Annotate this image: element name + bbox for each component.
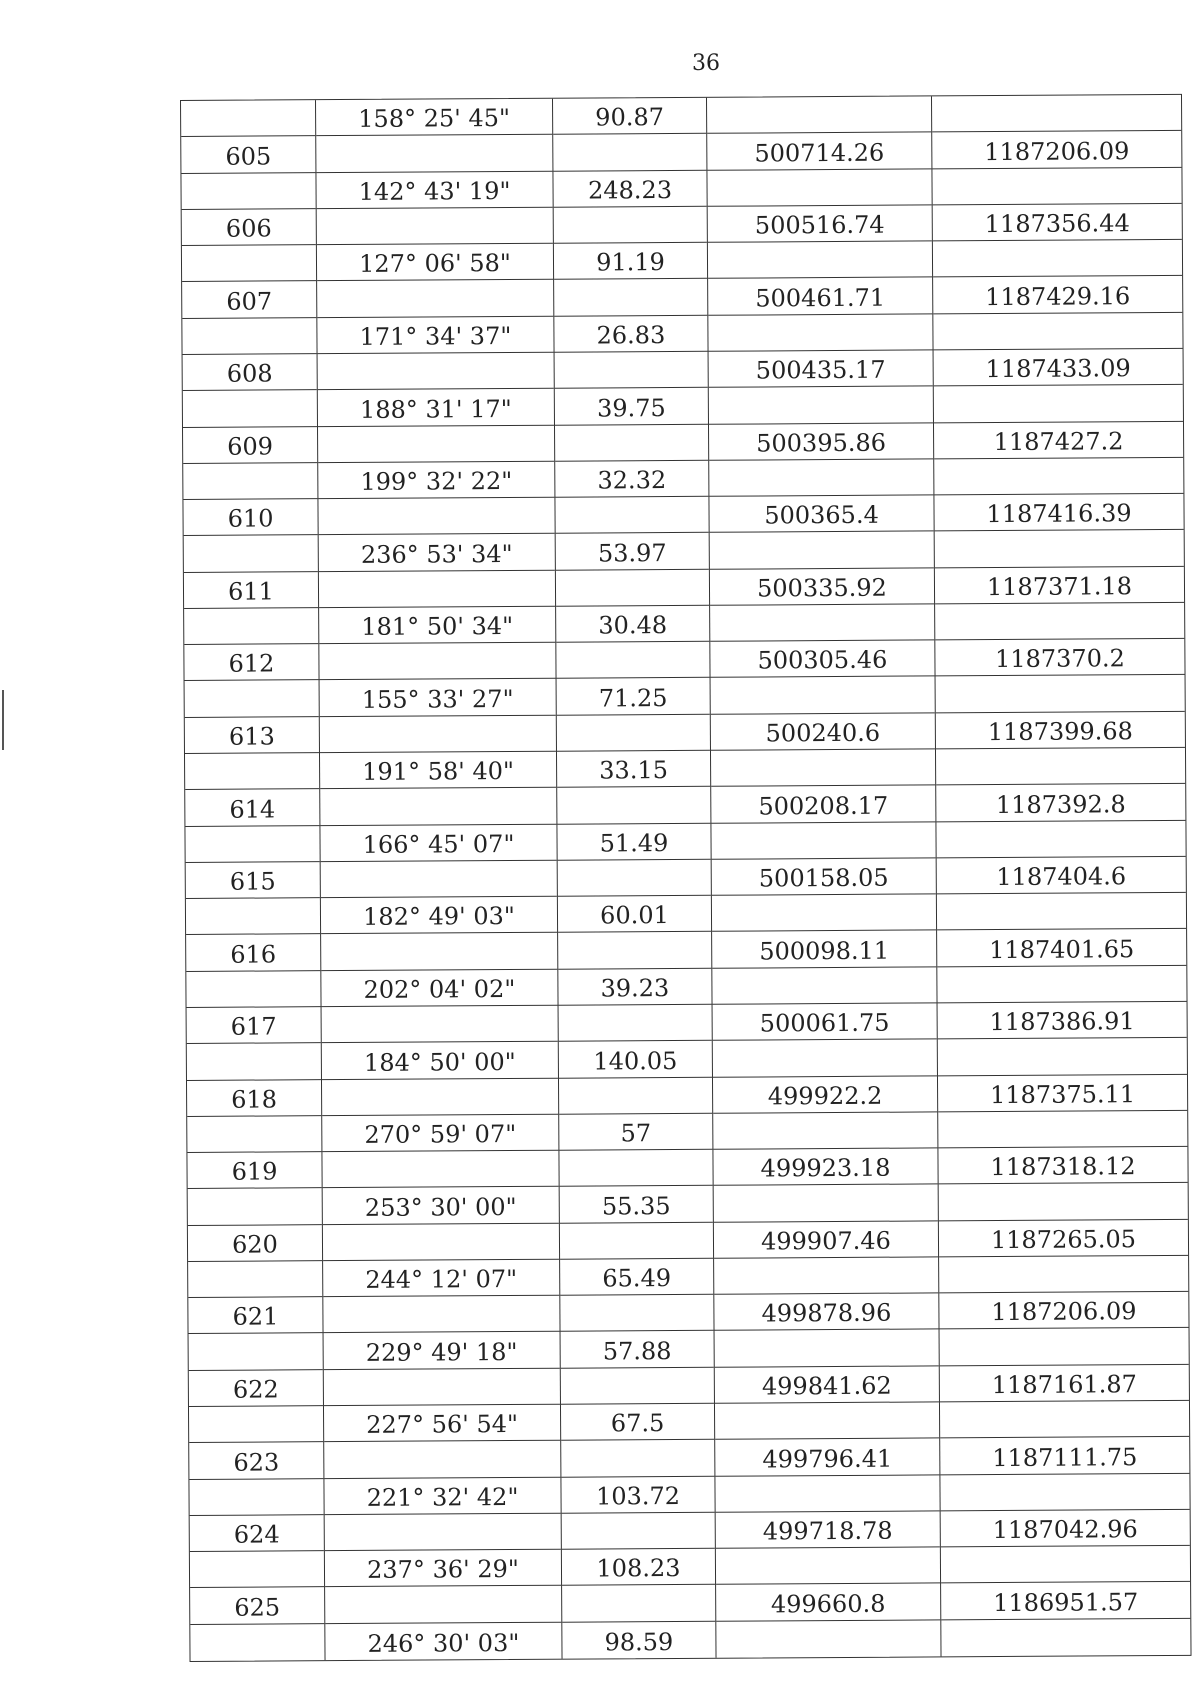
bearing-cell: 236° 53' 34": [319, 534, 555, 572]
distance-cell: [562, 1585, 715, 1622]
northing-cell: [937, 893, 1186, 931]
easting-cell: [715, 1330, 939, 1368]
northing-cell: 1187392.8: [936, 784, 1185, 822]
northing-cell: 1187111.75: [940, 1437, 1189, 1475]
easting-cell: [715, 1402, 939, 1440]
northing-cell: [935, 530, 1184, 568]
distance-cell: [561, 1368, 714, 1405]
point-id-cell: 619: [187, 1152, 321, 1189]
point-id-column: [181, 100, 326, 1661]
distance-cell: 67.5: [561, 1404, 714, 1441]
northing-cell: 1187429.16: [933, 276, 1182, 314]
easting-cell: 500240.6: [711, 713, 935, 751]
northing-cell: 1187206.09: [939, 1292, 1188, 1330]
northing-cell: [941, 1546, 1190, 1584]
easting-cell: 500208.17: [711, 786, 935, 824]
easting-cell: [710, 604, 934, 642]
easting-cell: [712, 967, 936, 1005]
easting-cell: [716, 1620, 940, 1658]
distance-cell: [555, 424, 708, 461]
point-id-cell: 613: [185, 717, 319, 754]
northing-cell: [936, 820, 1185, 858]
easting-cell: 500365.4: [709, 495, 933, 533]
easting-cell: 500098.11: [712, 931, 936, 969]
easting-cell: 500061.75: [713, 1003, 937, 1041]
northing-column: [932, 95, 1191, 1656]
point-id-cell: [182, 318, 316, 355]
easting-cell: 499923.18: [713, 1148, 937, 1186]
distance-cell: 140.05: [559, 1041, 712, 1078]
northing-cell: 1187427.2: [934, 421, 1183, 459]
easting-cell: 500461.71: [708, 278, 932, 316]
easting-cell: 499660.8: [716, 1584, 940, 1622]
bearing-cell: 181° 50' 34": [319, 607, 555, 645]
northing-cell: 1187416.39: [934, 494, 1183, 532]
point-id-cell: 611: [184, 572, 318, 609]
easting-cell: 499878.96: [714, 1294, 938, 1332]
distance-cell: 39.75: [555, 388, 708, 425]
point-id-cell: [188, 1261, 322, 1298]
point-id-cell: [181, 100, 315, 137]
bearing-cell: 202° 04' 02": [321, 969, 557, 1007]
bearing-cell: 127° 06' 58": [317, 244, 553, 282]
bearing-cell: 188° 31' 17": [318, 389, 554, 427]
northing-cell: 1187371.18: [935, 567, 1184, 605]
northing-cell: [939, 1183, 1188, 1221]
point-id-cell: [186, 898, 320, 935]
northing-cell: [934, 458, 1183, 496]
point-id-cell: [189, 1334, 323, 1371]
distance-cell: [555, 352, 708, 389]
distance-cell: [554, 207, 707, 244]
distance-cell: [556, 642, 709, 679]
distance-cell: [560, 1222, 713, 1259]
distance-cell: [557, 787, 710, 824]
easting-cell: [711, 749, 935, 787]
northing-cell: [938, 1038, 1187, 1076]
point-id-cell: 610: [183, 499, 317, 536]
northing-cell: [937, 966, 1186, 1004]
distance-cell: [559, 1005, 712, 1042]
northing-cell: 1187206.09: [932, 131, 1181, 169]
northing-cell: 1187433.09: [934, 349, 1183, 387]
point-id-cell: 623: [189, 1442, 323, 1479]
northing-cell: [935, 603, 1184, 641]
bearing-cell: 246° 30' 03": [367, 1628, 520, 1658]
distance-cell: 65.49: [560, 1259, 713, 1296]
point-id-cell: [185, 681, 319, 718]
bearing-cell: 270° 59' 07": [322, 1115, 558, 1153]
point-id-cell: 605: [181, 136, 315, 173]
distance-cell: 103.72: [561, 1476, 714, 1513]
distance-cell: 57: [559, 1114, 712, 1151]
northing-cell: 1186951.57: [941, 1582, 1190, 1620]
bearing-cell: [321, 861, 557, 899]
point-id-cell: [189, 1479, 323, 1516]
point-id-cell: [182, 245, 316, 282]
point-id-cell: 621: [188, 1297, 322, 1334]
bearing-cell: [322, 1078, 558, 1116]
distance-cell: [554, 279, 707, 316]
easting-cell: 500435.17: [709, 350, 933, 388]
point-id-cell: [190, 1551, 324, 1588]
bearing-cell: 142° 43' 19": [316, 171, 552, 209]
bearing-cell: [318, 425, 554, 463]
northing-cell: [939, 1256, 1188, 1294]
bearing-cell: [323, 1223, 559, 1261]
bearing-cell: 191° 58' 40": [320, 752, 556, 790]
easting-cell: 500395.86: [709, 423, 933, 461]
easting-cell: 499907.46: [714, 1221, 938, 1259]
distance-cell: [561, 1440, 714, 1477]
distance-cell: 33.15: [557, 751, 710, 788]
bearing-cell: [321, 933, 557, 971]
northing-cell: 1187318.12: [938, 1147, 1187, 1185]
easting-cell: 500335.92: [710, 568, 934, 606]
easting-cell: [709, 387, 933, 425]
bearing-cell: 182° 49' 03": [321, 897, 557, 935]
bearing-column: [316, 99, 563, 1660]
easting-cell: [713, 1112, 937, 1150]
easting-cell: [711, 822, 935, 860]
northing-cell: 1187386.91: [938, 1002, 1187, 1040]
easting-cell: [710, 532, 934, 570]
point-id-cell: [186, 971, 320, 1008]
northing-cell: [932, 95, 1181, 133]
easting-cell: 499922.2: [713, 1076, 937, 1114]
bearing-cell: 171° 34' 37": [317, 316, 553, 354]
bearing-cell: [316, 135, 552, 173]
distance-cell: 60.01: [558, 896, 711, 933]
northing-cell: [932, 167, 1181, 205]
northing-cell: [934, 385, 1183, 423]
northing-cell: [940, 1328, 1189, 1366]
easting-cell: 500305.46: [710, 641, 934, 679]
distance-cell: 53.97: [556, 533, 709, 570]
point-id-cell: 609: [183, 427, 317, 464]
distance-cell: [555, 497, 708, 534]
point-id-cell: [183, 390, 317, 427]
point-id-cell: [184, 608, 318, 645]
bearing-cell: [325, 1514, 561, 1552]
easting-cell: [714, 1185, 938, 1223]
distance-cell: [558, 860, 711, 897]
distance-cell: 51.49: [557, 823, 710, 860]
easting-column: [707, 96, 942, 1657]
bearing-cell: [318, 353, 554, 391]
easting-cell: [713, 1040, 937, 1078]
distance-cell: 30.48: [556, 606, 709, 643]
bearing-cell: [317, 208, 553, 246]
easting-cell: [714, 1257, 938, 1295]
northing-cell: 1187042.96: [941, 1510, 1190, 1548]
northing-cell: 1187265.05: [939, 1220, 1188, 1258]
northing-cell: [936, 748, 1185, 786]
easting-cell: 500516.74: [708, 205, 932, 243]
bearing-cell: [317, 280, 553, 318]
northing-cell: 1187356.44: [933, 204, 1182, 242]
northing-cell: 1187370.2: [935, 639, 1184, 677]
point-id-cell: 618: [187, 1080, 321, 1117]
easting-cell: [715, 1475, 939, 1513]
bearing-cell: [325, 1586, 561, 1624]
distance-cell: [553, 134, 706, 171]
easting-cell: [711, 677, 935, 715]
northing-cell: 1187161.87: [940, 1365, 1189, 1403]
distance-cell: 91.19: [554, 243, 707, 280]
bearing-cell: [319, 643, 555, 681]
easting-cell: 499796.41: [715, 1439, 939, 1477]
northing-cell: 1187375.11: [938, 1074, 1187, 1112]
bearing-cell: [323, 1296, 559, 1334]
bearing-cell: 166° 45' 07": [320, 824, 556, 862]
point-id-cell: 620: [188, 1225, 322, 1262]
bearing-cell: 227° 56' 54": [324, 1405, 560, 1443]
easting-cell: 500714.26: [707, 133, 931, 171]
point-id-cell: 614: [185, 789, 319, 826]
easting-cell: 499841.62: [715, 1366, 939, 1404]
distance-cell: [562, 1513, 715, 1550]
northing-cell: [933, 240, 1182, 278]
point-id-cell: [185, 753, 319, 790]
bearing-cell: [322, 1006, 558, 1044]
distance-cell: [558, 932, 711, 969]
distance-cell: 26.83: [554, 315, 707, 352]
bearing-cell: [319, 570, 555, 608]
bearing-cell: [318, 498, 554, 536]
distance-cell: 32.32: [555, 461, 708, 498]
point-id-cell: 607: [182, 282, 316, 319]
bearing-cell: 221° 32' 42": [324, 1477, 560, 1515]
easting-cell: [707, 96, 931, 134]
northing-cell: [940, 1473, 1189, 1511]
distance-cell: 108.23: [562, 1549, 715, 1586]
scan-edge-mark: [2, 690, 4, 750]
northing-cell: 1187404.6: [937, 857, 1186, 895]
distance-cell: 39.23: [558, 968, 711, 1005]
point-id-cell: 606: [182, 209, 316, 246]
point-id-cell: 616: [186, 935, 320, 972]
distance-cell: [556, 569, 709, 606]
easting-cell: [716, 1548, 940, 1586]
bearing-cell: 199° 32' 22": [318, 462, 554, 500]
point-id-cell: [187, 1116, 321, 1153]
northing-cell: [936, 675, 1185, 713]
easting-cell: [709, 459, 933, 497]
distance-cell: [559, 1077, 712, 1114]
easting-cell: [708, 242, 932, 280]
point-id-cell: 608: [183, 354, 317, 391]
bearing-cell: 158° 25' 45": [316, 99, 552, 137]
northing-cell: 1187399.68: [936, 712, 1185, 750]
point-id-cell: 612: [184, 644, 318, 681]
point-id-cell: [185, 826, 319, 863]
point-id-cell: [183, 463, 317, 500]
distance-cell: 71.25: [557, 678, 710, 715]
northing-cell: [933, 313, 1182, 351]
easting-cell: 500158.05: [712, 858, 936, 896]
distance-cell: [559, 1150, 712, 1187]
distance-cell: [560, 1295, 713, 1332]
northing-cell: [938, 1111, 1187, 1149]
easting-cell: [707, 169, 931, 207]
northing-cell: [940, 1401, 1189, 1439]
point-id-cell: [188, 1189, 322, 1226]
bearing-cell: 155° 33' 27": [320, 679, 556, 717]
point-id-cell: [184, 536, 318, 573]
point-id-cell: 624: [190, 1515, 324, 1552]
bearing-cell: 253° 30' 00": [323, 1187, 559, 1225]
bearing-cell: [320, 715, 556, 753]
page-number: 36: [692, 51, 720, 76]
distance-cell: [557, 715, 710, 752]
distance-cell: 90.87: [553, 98, 706, 135]
distance-column: [553, 98, 717, 1659]
easting-cell: 499718.78: [716, 1511, 940, 1549]
distance-cell: 98.59: [604, 1628, 674, 1657]
distance-cell: 57.88: [561, 1331, 714, 1368]
bearing-cell: [320, 788, 556, 826]
point-id-cell: [187, 1043, 321, 1080]
northing-cell: [941, 1619, 1190, 1657]
distance-cell: 248.23: [553, 170, 706, 207]
easting-cell: [708, 314, 932, 352]
distance-cell: 55.35: [560, 1186, 713, 1223]
point-id-cell: [181, 173, 315, 210]
point-id-cell: 625: [190, 1588, 324, 1625]
bearing-cell: 184° 50' 00": [322, 1042, 558, 1080]
bearing-cell: 244° 12' 07": [323, 1260, 559, 1298]
bearing-cell: [324, 1441, 560, 1479]
bearing-cell: [322, 1151, 558, 1189]
bearing-cell: 229° 49' 18": [324, 1332, 560, 1370]
point-id-cell: 617: [187, 1007, 321, 1044]
easting-cell: [712, 895, 936, 933]
northing-cell: 1187401.65: [937, 929, 1186, 967]
point-id-cell: 622: [189, 1370, 323, 1407]
point-id-cell: [189, 1406, 323, 1443]
point-id-cell: 615: [186, 862, 320, 899]
point-id-cell: [190, 1624, 324, 1661]
survey-table: [180, 94, 1192, 1662]
bearing-cell: [324, 1368, 560, 1406]
bearing-cell: 237° 36' 29": [325, 1550, 561, 1588]
